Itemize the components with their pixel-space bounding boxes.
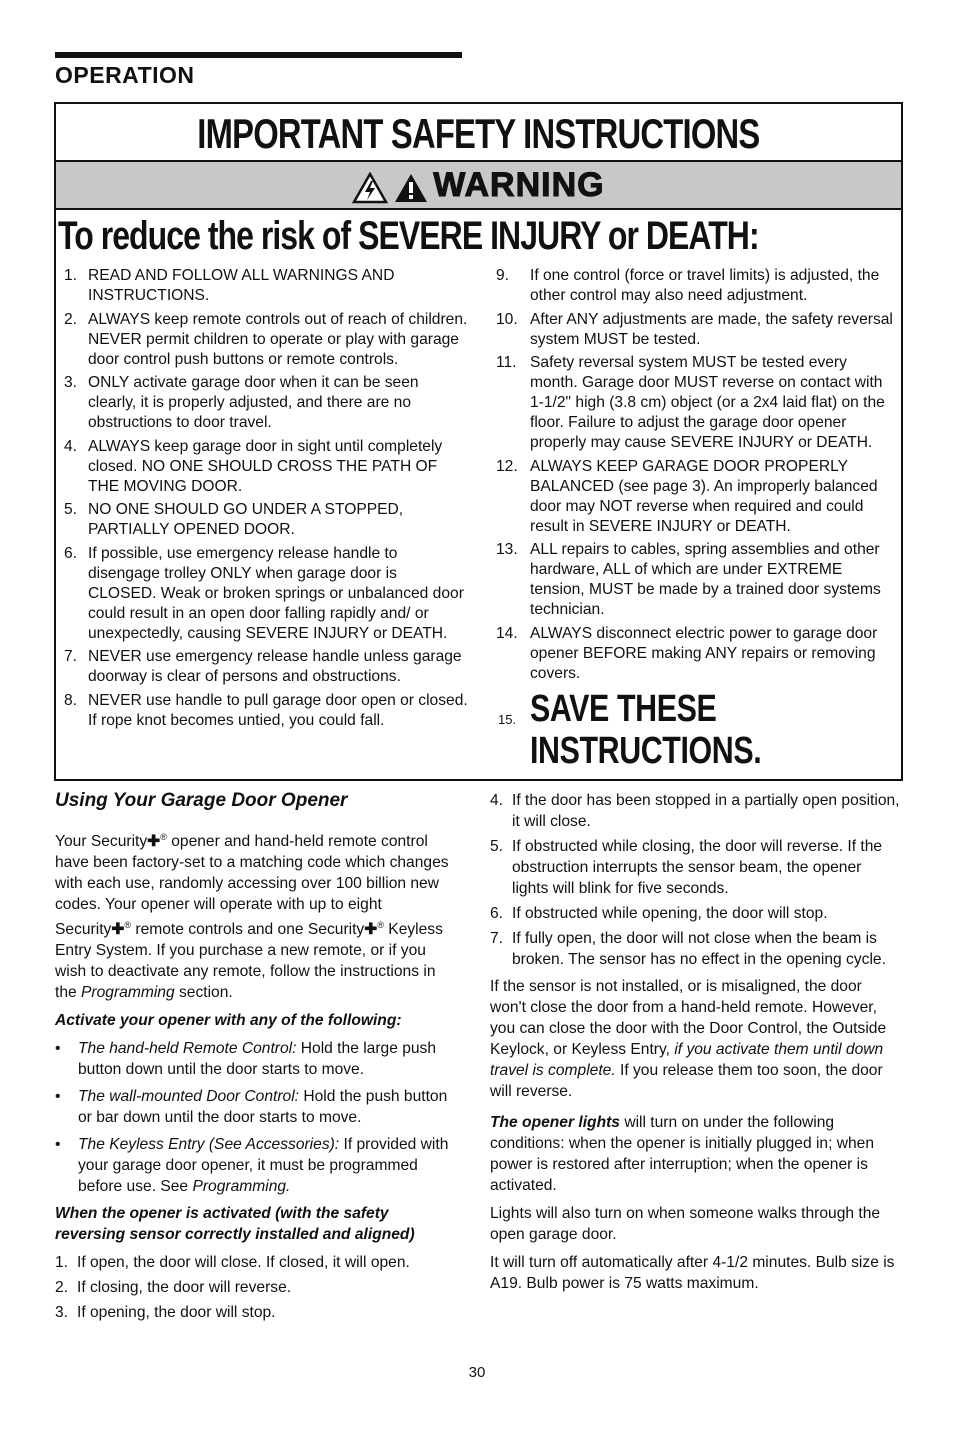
safety-warning-box	[54, 102, 903, 781]
list-item: 7. NEVER use emergency release handle unless garage doorway is clear of persons and obstructions.	[64, 648, 462, 685]
list-item: 14. ALWAYS disconnect electric power to garage door opener BEFORE making ANY repairs or removing covers.	[496, 624, 878, 682]
warning-word: WARNING	[433, 166, 605, 204]
section-title: OPERATION	[55, 62, 195, 88]
save-number: 15.	[498, 712, 517, 727]
list-item: 6. If obstructed while opening, the door will stop.	[490, 905, 828, 922]
section-heading: Using Your Garage Door Opener	[55, 790, 348, 811]
activated-steps-continued	[490, 790, 900, 970]
list-item: 10. After ANY adjustments are made, the safety reversal system MUST be tested.	[496, 310, 893, 348]
electric-hazard-icon	[352, 172, 388, 204]
header-rule	[55, 52, 462, 58]
save-line-2: INSTRUCTIONS.	[530, 730, 762, 772]
list-item: 13. ALL repairs to cables, spring assemblies and other hardware, ALL of which are under EXTREME tension, MUST be made by a trained door systems technician.	[496, 541, 881, 618]
safety-title-text: IMPORTANT SAFETY INSTRUCTIONS	[197, 110, 760, 157]
activate-heading: Activate your opener with any of the following:	[55, 1012, 402, 1030]
list-item: 8. NEVER use handle to pull garage door open or closed. If rope knot becomes untied, you could fall.	[64, 691, 468, 729]
list-item: • The hand-held Remote Control: Hold the large push button down until the door starts to move.	[55, 1040, 437, 1079]
list-item: 3. ONLY activate garage door when it can be seen clearly, it is properly adjusted, and there are no obstructions to door travel.	[64, 374, 419, 431]
list-item: 7. If fully open, the door will not close when the beam is broken. The sensor has no effect in the opening cycle.	[490, 930, 886, 968]
list-item: 3. If opening, the door will stop.	[55, 1304, 276, 1322]
list-item: 6. If possible, use emergency release handle to disengage trolley ONLY when garage door is CLOSED. Weak or broken springs or unbalanced door could result in an open door falling rapidly and/ or unexpectedly, causing SEVERE INJURY or DEATH.	[64, 544, 464, 642]
safety-list-left	[58, 266, 468, 734]
activation-methods	[55, 1038, 455, 1197]
list-item: 11. Safety reversal system MUST be tested every month. Garage door MUST reverse on contact with 1-1/2" high (3.8 cm) object (or a 2x4 laid flat) on the floor. Failure to adjust the garage door opener properly may cause SEVERE INJURY or DEATH.	[496, 354, 885, 451]
lights-paragraph: The opener lights will turn on under the following conditions: when the opener is initially plugged in; when power is restored after interruption; when the opener is activated.	[490, 1114, 875, 1194]
bulb-paragraph: It will turn off automatically after 4-1/2 minutes. Bulb size is A19. Bulb power is 75 watts maximum.	[490, 1254, 895, 1292]
warning-banner	[56, 160, 901, 210]
list-item: • The Keyless Entry (See Accessories): If provided with your garage door opener, it must be programmed before use. See Programming.	[55, 1136, 449, 1196]
safety-title	[56, 110, 901, 158]
right-column	[490, 790, 900, 1301]
left-column	[55, 790, 455, 1327]
risk-heading	[58, 214, 934, 259]
activated-steps	[55, 1252, 455, 1323]
page-number: 30	[468, 1364, 486, 1381]
save-line-1: SAVE THESE	[530, 688, 717, 730]
list-item: 5. NO ONE SHOULD GO UNDER A STOPPED, PARTIALLY OPENED DOOR.	[64, 501, 404, 538]
activated-heading: When the opener is activated (with the safety reversing sensor correctly installed and aligned)	[55, 1205, 415, 1244]
sensor-paragraph: If the sensor is not installed, or is misaligned, the door won't close the door from a hand-held remote. However, you can close the door with the Door Control, the Outside Keylock, or Keyless Entry, if you activate them until down travel is complete. If you release them too soon, the door will reverse.	[490, 978, 887, 1100]
intro-paragraph: Your Security✚® opener and hand-held remote control have been factory-set to a matching code which changes with each use, randomly accessing over 100 billion new codes. Your opener will operate with up to eight Security✚® remote controls and one Security✚® Keyless Entry System. If you purchase a new remote, or if you wish to deactivate any remote, follow the instructions in the Programming section.	[55, 832, 449, 1002]
list-item: 4. ALWAYS keep garage door in sight until completely closed. NO ONE SHOULD CROSS THE PATH OF THE MOVING DOOR.	[64, 437, 443, 495]
list-item: 1. If open, the door will close. If closed, it will open.	[55, 1254, 410, 1272]
warning-triangle-icon	[393, 172, 429, 204]
list-item: 2. ALWAYS keep remote controls out of reach of children. NEVER permit children to operate or play with garage door control push buttons or remote controls.	[64, 310, 468, 368]
list-item: 2. If closing, the door will reverse.	[55, 1279, 292, 1297]
list-item: 5. If obstructed while closing, the door will reverse. If the obstruction interrupts the sensor beam, the opener lights will blink for five seconds.	[490, 838, 883, 897]
list-item: 9. If one control (force or travel limits) is adjusted, the other control may also need adjustment.	[496, 267, 880, 304]
list-item: 1. READ AND FOLLOW ALL WARNINGS AND INSTRUCTIONS.	[64, 267, 395, 304]
safety-list-right	[494, 266, 894, 687]
save-heading	[530, 688, 819, 772]
list-item: 12. ALWAYS KEEP GARAGE DOOR PROPERLY BALANCED (see page 3). An improperly balanced door may NOT reverse when required and could result in SEVERE INJURY or DEATH.	[496, 457, 878, 535]
list-item: • The wall-mounted Door Control: Hold the push button or bar down until the door starts to move.	[55, 1088, 448, 1127]
list-item: 4. If the door has been stopped in a partially open position, it will close.	[490, 792, 900, 830]
risk-heading-text: To reduce the risk of SEVERE INJURY or DEATH:	[58, 214, 759, 258]
lights-walk-paragraph: Lights will also turn on when someone walks through the open garage door.	[490, 1205, 881, 1243]
